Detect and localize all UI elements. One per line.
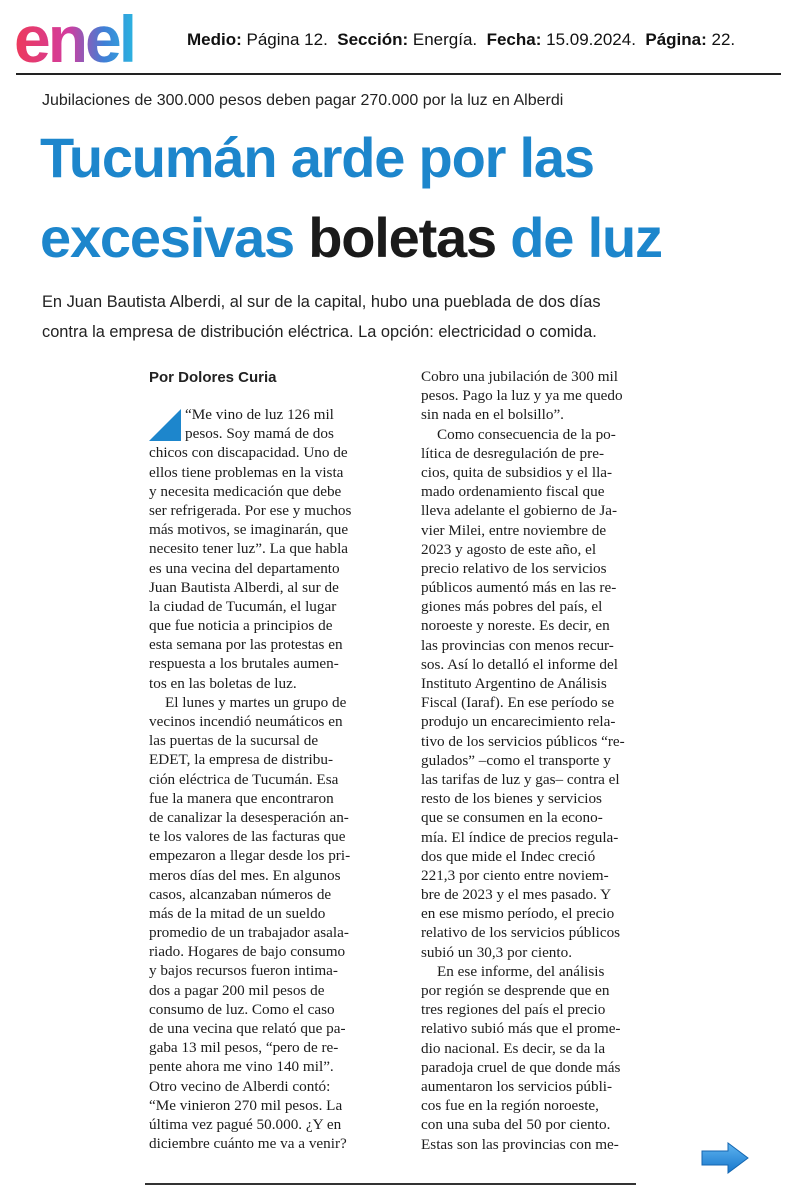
article-kicker: Jubilaciones de 300.000 pesos deben pagar 270.000 por la luz en Alberdi bbox=[42, 92, 564, 109]
body-line: ellos tiene problemas en la vista bbox=[149, 463, 344, 481]
body-line: Instituto Argentino de Análisis bbox=[421, 675, 607, 692]
body-line: dos que mide el Indec creció bbox=[421, 847, 596, 865]
body-line: aumentaron los servicios públi- bbox=[421, 1077, 613, 1095]
body-line: relativo subió más que el prome- bbox=[421, 1020, 621, 1038]
body-line: riado. Hogares de bajo consumo bbox=[149, 943, 346, 961]
article-headline bbox=[40, 118, 780, 278]
body-line: giones más pobres del país, el bbox=[421, 598, 603, 616]
body-line: chicos con discapacidad. Uno de bbox=[149, 444, 348, 462]
body-line: ser refrigerada. Por ese y muchos bbox=[149, 501, 352, 519]
meta-pagina-value: 22. bbox=[711, 30, 736, 49]
body-line: diciembre cuánto me va a venir? bbox=[149, 1135, 347, 1153]
body-line: respuesta a los brutales aumen- bbox=[149, 655, 339, 673]
body-line: las tarifas de luz y gas– contra el bbox=[421, 770, 620, 788]
headline-words-de-luz: de luz bbox=[510, 206, 662, 269]
body-line: de una vecina que relató que pa- bbox=[149, 1020, 346, 1037]
body-line: casos, alcanzaban números de bbox=[149, 885, 332, 903]
body-line: de canalizar la desesperación an- bbox=[149, 808, 349, 826]
body-line: es una vecina del departamento bbox=[149, 559, 340, 577]
body-line: precio relativo de los servicios bbox=[421, 559, 607, 577]
body-line: la ciudad de Tucumán, el lugar bbox=[149, 597, 337, 615]
body-line: noroeste y noreste. Es decir, en bbox=[421, 617, 610, 635]
body-line: pente ahora me vino 140 mil”. bbox=[149, 1058, 334, 1076]
headline-word-boletas: boletas bbox=[308, 206, 496, 269]
footer-divider bbox=[145, 1183, 636, 1185]
body-line: públicos aumentó más en las re- bbox=[421, 579, 617, 597]
body-line: Como consecuencia de la po- bbox=[437, 425, 616, 443]
body-line: pesos. Pago la luz y ya me quedo bbox=[421, 387, 623, 405]
body-line: mado ordenamiento fiscal que bbox=[421, 483, 605, 501]
body-line: esta semana por las protestas en bbox=[149, 636, 343, 654]
body-line: consumo de luz. Como el caso bbox=[149, 1000, 335, 1018]
body-line: que se consumen en la econo- bbox=[421, 809, 603, 827]
article-lead bbox=[42, 287, 762, 347]
meta-seccion-label: Sección: bbox=[337, 30, 409, 49]
body-line: Juan Bautista Alberdi, al sur de bbox=[149, 578, 339, 596]
lead-line: contra la empresa de distribución eléctrica. La opción: electricidad o comida. bbox=[42, 323, 597, 341]
body-line: promedio de un trabajador asala- bbox=[149, 924, 349, 942]
meta-fecha-value: 15.09.2024. bbox=[546, 30, 636, 49]
meta-pagina-label: Página: bbox=[645, 30, 707, 49]
body-line: las puertas de la sucursal de bbox=[149, 732, 319, 750]
body-line: ción eléctrica de Tucumán. Esa bbox=[149, 770, 339, 788]
body-line: con una suba del 50 por ciento. bbox=[421, 1116, 611, 1134]
body-line: pesos. Soy mamá de dos bbox=[185, 425, 334, 443]
body-line: mía. El índice de precios regula- bbox=[421, 828, 619, 846]
byline: Por Dolores Curia bbox=[149, 369, 277, 386]
enel-logo-text: enel bbox=[14, 6, 135, 70]
body-line: gaba 13 mil pesos, “pero de re- bbox=[149, 1039, 339, 1057]
body-line: fue la manera que encontraron bbox=[149, 789, 334, 807]
body-line: gulados” –como el transporte y bbox=[421, 751, 611, 769]
body-line: lleva adelante el gobierno de Ja- bbox=[421, 502, 618, 520]
body-line: en ese mismo período, el precio bbox=[421, 905, 615, 923]
body-line: más de la mitad de un sueldo bbox=[149, 904, 326, 922]
article-column-2 bbox=[421, 367, 657, 1154]
body-line: Fiscal (Iaraf). En ese período se bbox=[421, 694, 615, 712]
body-line: vier Milei, entre noviembre de bbox=[421, 521, 607, 539]
body-line: tos en las boletas de luz. bbox=[149, 674, 297, 692]
body-line: 221,3 por ciento entre noviem- bbox=[421, 866, 609, 884]
body-line: meros días del mes. En algunos bbox=[149, 866, 341, 884]
body-line: bre de 2023 y el mes pasado. Y bbox=[421, 886, 612, 904]
body-line: necesito tener luz”. La que habla bbox=[149, 540, 349, 558]
meta-medio-label: Medio: bbox=[187, 30, 242, 49]
body-line: tres regiones del país el precio bbox=[421, 1001, 606, 1019]
body-line: última vez pagué 50.000. ¿Y en bbox=[149, 1115, 342, 1133]
headline-word-excesivas: excesivas bbox=[40, 206, 294, 269]
body-line: subió un 30,3 por ciento. bbox=[421, 943, 573, 961]
meta-seccion-value: Energía. bbox=[412, 30, 478, 49]
body-line: resto de los bienes y servicios bbox=[421, 790, 602, 808]
body-line: las provincias con menos recur- bbox=[421, 636, 614, 654]
body-line: Otro vecino de Alberdi contó: bbox=[149, 1077, 331, 1095]
body-line: dos a pagar 200 mil pesos de bbox=[149, 981, 325, 999]
body-line: produjo un encarecimiento rela- bbox=[421, 713, 616, 731]
body-line: cios, quita de subsidios y el lla- bbox=[421, 463, 613, 481]
body-line: te los valores de las facturas que bbox=[149, 828, 346, 846]
body-line: y bajos recursos fueron intima- bbox=[149, 962, 338, 980]
press-clipping-metadata bbox=[187, 30, 735, 50]
article-column-1 bbox=[149, 405, 379, 1153]
body-line: lítica de desregulación de pre- bbox=[421, 444, 605, 462]
body-line: “Me vino de luz 126 mil bbox=[185, 406, 334, 423]
body-line: “Me vinieron 270 mil pesos. La bbox=[149, 1096, 343, 1114]
body-line: Cobro una jubilación de 300 mil bbox=[421, 368, 618, 385]
lead-line: En Juan Bautista Alberdi, al sur de la capital, hubo una pueblada de dos días bbox=[42, 293, 601, 311]
continue-arrow-icon bbox=[700, 1141, 750, 1175]
meta-fecha-label: Fecha: bbox=[486, 30, 542, 49]
body-line: y necesita medicación que debe bbox=[149, 482, 342, 500]
body-line: 2023 y agosto de este año, el bbox=[421, 540, 597, 558]
body-line: por región se desprende que en bbox=[421, 982, 610, 999]
body-line: En ese informe, del análisis bbox=[437, 962, 605, 980]
enel-logo bbox=[14, 6, 179, 70]
body-line: Estas son las provincias con me- bbox=[421, 1135, 619, 1153]
body-line: relativo de los servicios públicos bbox=[421, 924, 621, 942]
body-line: más motivos, se imaginarán, que bbox=[149, 521, 349, 539]
body-line: sin nada en el bolsillo”. bbox=[421, 406, 564, 424]
body-line: empezaron a llegar desde los pri- bbox=[149, 847, 351, 865]
body-line: que fue noticia a principios de bbox=[149, 617, 333, 635]
body-line: El lunes y martes un grupo de bbox=[165, 693, 347, 711]
body-line: EDET, la empresa de distribu- bbox=[149, 751, 334, 769]
body-line: dio nacional. Es decir, se da la bbox=[421, 1039, 606, 1057]
body-line: cos fue en la región noroeste, bbox=[421, 1097, 599, 1115]
body-line: tivo de los servicios públicos “re- bbox=[421, 732, 625, 750]
headline-line-1: Tucumán arde por las bbox=[40, 126, 594, 189]
body-line: paradoja cruel de que donde más bbox=[421, 1058, 621, 1076]
header-divider bbox=[16, 73, 781, 75]
meta-medio-value: Página 12. bbox=[246, 30, 328, 49]
body-line: vecinos incendió neumáticos en bbox=[149, 713, 343, 730]
body-line: sos. Así lo detalló el informe del bbox=[421, 655, 618, 673]
